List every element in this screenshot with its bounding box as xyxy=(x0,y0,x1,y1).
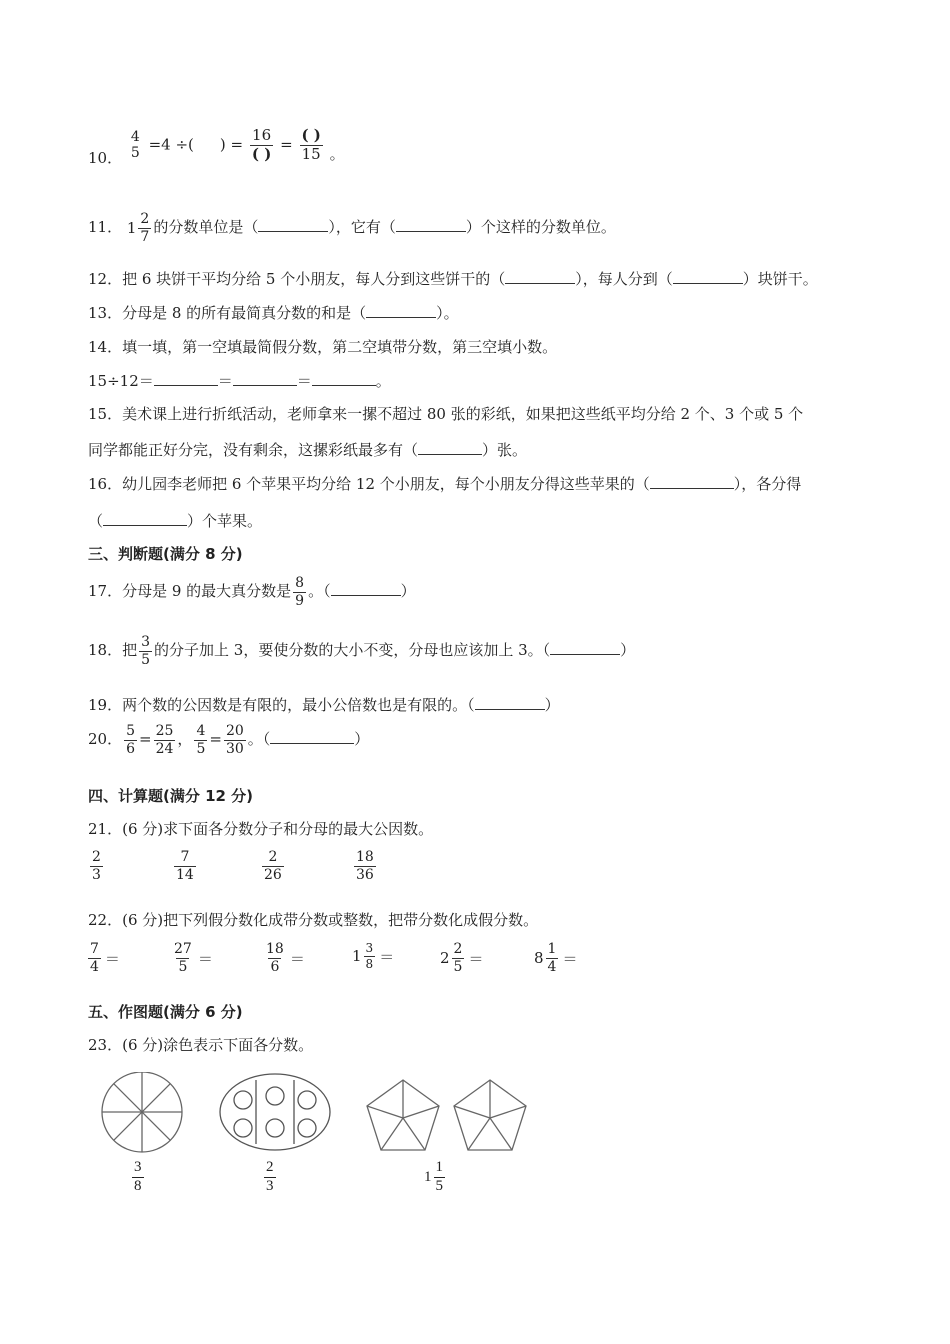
pentagon-shape[interactable] xyxy=(367,1080,439,1150)
q22-item: 1 $\frac{3}{8}$ ＝ xyxy=(352,941,395,971)
q17-fraction: $\frac{8}{9}$ xyxy=(295,575,305,609)
answer-blank[interactable] xyxy=(673,271,743,284)
answer-blank[interactable] xyxy=(103,513,187,526)
q11-mixed-number: 1 $\frac{2}{7}$ xyxy=(126,211,150,245)
answer-blank[interactable] xyxy=(396,219,466,232)
question-16-line1: 16．幼儿园李老师把 6 个苹果平均分给 12 个小朋友，每个小朋友分得这些苹果的（ ），各分得 xyxy=(88,475,802,493)
q20-fraction-3: $\frac{4}{5}$ xyxy=(196,723,206,757)
answer-blank[interactable] xyxy=(550,642,620,655)
q23-label-1: $\frac{3}{8}$ xyxy=(134,1159,142,1194)
q10-fraction-1: 4 5 xyxy=(130,128,140,162)
circle-eighths-shape[interactable] xyxy=(102,1072,182,1152)
question-14-expression: 15÷12＝ ＝ ＝ 。 xyxy=(88,372,391,390)
question-18: 18．把 $\frac{3}{5}$ 的分子加上 3，要使分数的大小不变，分母也应该加上 3。（ ） xyxy=(88,634,636,668)
question-14: 14．填一填，第一空填最简假分数，第二空填带分数，第三空填小数。 xyxy=(88,338,558,356)
q10-fraction-2: $\frac{16}{( )}$ xyxy=(251,126,272,163)
q21-fraction: $\frac{18}{36}$ xyxy=(356,849,374,883)
q22-item: 8 $\frac{1}{4}$ ＝ xyxy=(534,941,578,975)
q21-fraction: $\frac{2}{26}$ xyxy=(264,849,282,883)
question-13: 13．分母是 8 的所有最简真分数的和是（ ）。 xyxy=(88,304,459,322)
q21-fraction: $\frac{2}{3}$ xyxy=(92,849,101,883)
q23-label-2: $\frac{2}{3}$ xyxy=(266,1159,274,1194)
answer-blank[interactable] xyxy=(475,697,545,710)
answer-blank[interactable] xyxy=(258,219,328,232)
section-4-heading: 四、计算题(满分 12 分) xyxy=(88,787,254,805)
q22-item: $\frac{18}{6}$ ＝ xyxy=(266,941,305,975)
answer-blank[interactable] xyxy=(233,373,297,386)
question-22: 22．(6 分)把下列假分数化成带分数或整数，把带分数化成假分数。 xyxy=(88,911,539,929)
q20-fraction-2: $\frac{25}{24}$ xyxy=(155,723,174,757)
q23-label-3: 1 $\frac{1}{5}$ xyxy=(424,1159,443,1194)
section-5-heading: 五、作图题(满分 6 分) xyxy=(88,1003,243,1021)
question-10: 10． 4 5 =4 ÷( ) = $\frac{16}{( )}$ = $\frac{( )}{15}$ 。 xyxy=(88,126,345,168)
pentagon-shape[interactable] xyxy=(454,1080,526,1150)
q20-fraction-4: $\frac{20}{30}$ xyxy=(225,723,244,757)
question-19: 19．两个数的公因数是有限的，最小公倍数也是有限的。（ ） xyxy=(88,696,560,714)
q10-fraction-3: $\frac{( )}{15}$ xyxy=(301,126,321,163)
question-23: 23．(6 分)涂色表示下面各分数。 xyxy=(88,1036,314,1054)
question-20: 20． $\frac{5}{6}$ = $\frac{25}{24}$ ， $\frac{4}{5}$ = $\frac{20}{30}$ 。（ ） xyxy=(88,723,370,757)
q23-shapes xyxy=(90,1072,540,1162)
answer-blank[interactable] xyxy=(418,442,482,455)
question-12: 12．把 6 块饼干平均分给 5 个小朋友，每人分到这些饼干的（ ），每人分到（ ）块饼干。 xyxy=(88,270,818,288)
section-3-heading: 三、判断题(满分 8 分) xyxy=(88,545,243,563)
answer-blank[interactable] xyxy=(154,373,218,386)
q21-fraction: $\frac{7}{14}$ xyxy=(176,849,194,883)
answer-blank[interactable] xyxy=(366,305,436,318)
q22-item: 2 $\frac{2}{5}$ ＝ xyxy=(440,941,484,975)
question-17: 17．分母是 9 的最大真分数是 $\frac{8}{9}$ 。（ ） xyxy=(88,575,416,609)
question-16-line2: （ ）个苹果。 xyxy=(88,512,263,530)
question-11: 11． 1 $\frac{2}{7}$ 的分数单位是（ ），它有（ ）个这样的分数单位。 xyxy=(88,211,616,245)
q22-item: $\frac{7}{4}$ ＝ xyxy=(90,941,120,975)
answer-blank[interactable] xyxy=(270,731,354,744)
q20-fraction-1: $\frac{5}{6}$ xyxy=(126,723,136,757)
q22-item: $\frac{27}{5}$ ＝ xyxy=(174,941,213,975)
q10-number: 10． xyxy=(88,149,123,168)
answer-blank[interactable] xyxy=(505,271,575,284)
question-15-line1: 15．美术课上进行折纸活动，老师拿来一摞不超过 80 张的彩纸，如果把这些纸平均分给 2 个、3 个或 5 个 xyxy=(88,405,804,423)
q10-divide: =4 ÷( xyxy=(148,135,194,154)
answer-blank[interactable] xyxy=(650,476,734,489)
q22-item-row xyxy=(86,942,686,986)
answer-blank[interactable] xyxy=(312,373,376,386)
question-21: 21．(6 分)求下面各分数分子和分母的最大公因数。 xyxy=(88,820,434,838)
q18-fraction: $\frac{3}{5}$ xyxy=(141,634,151,668)
question-15-line2: 同学都能正好分完，没有剩余，这摞彩纸最多有（ ）张。 xyxy=(88,441,528,459)
oval-six-circles-shape[interactable] xyxy=(220,1074,330,1150)
answer-blank[interactable] xyxy=(331,583,401,596)
